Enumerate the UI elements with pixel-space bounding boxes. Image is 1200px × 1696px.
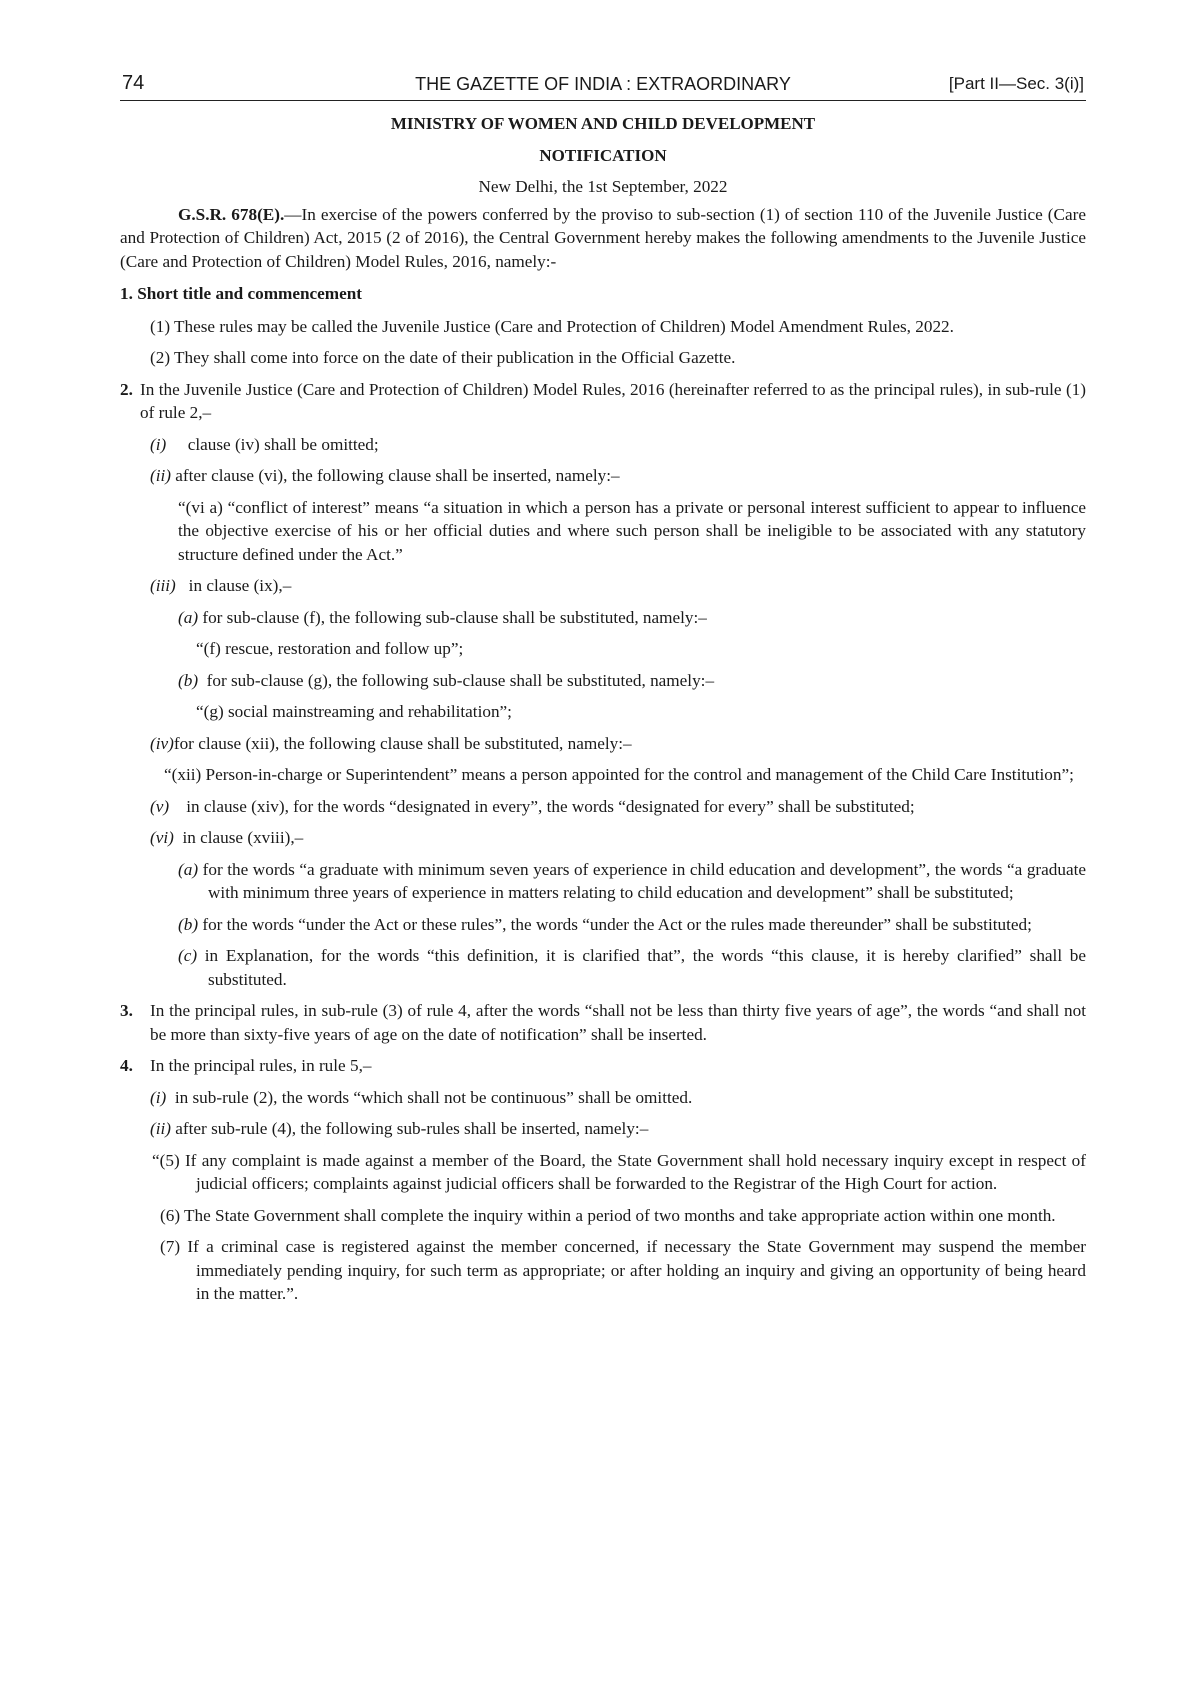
clause-label: (i) bbox=[150, 1087, 167, 1107]
rule1-heading: 1. Short title and commencement bbox=[120, 284, 363, 303]
gsr-number: G.S.R. 678(E). bbox=[178, 204, 285, 224]
page-number: 74 bbox=[122, 72, 145, 94]
rule3 bbox=[120, 999, 1086, 1046]
clause-text: for the words “a graduate with minimum seven years of experience in child education and development”, the words “a graduate with minimum three years of experience in matters relating to child education and development” shall be substituted; bbox=[202, 859, 1086, 902]
document-body bbox=[120, 112, 1086, 1306]
rule2-clause-vi bbox=[120, 826, 1086, 850]
clause-text: for sub-clause (f), the following sub-clause shall be substituted, namely:– bbox=[202, 607, 707, 627]
clause-text: clause (iv) shall be omitted; bbox=[187, 434, 379, 454]
clause-text: in clause (xiv), for the words “designated in every”, the words “designated for every” shall be substituted; bbox=[186, 796, 915, 816]
rule2-clause-iv bbox=[120, 732, 1086, 756]
rule4-intro-text: In the principal rules, in rule 5,– bbox=[150, 1056, 372, 1075]
rule3-text: In the principal rules, in sub-rule (3) of rule 4, after the words “shall not be less than thirty five years of age”, the words “and shall not be more than sixty-five years of age on the date of notification” shall be inserted. bbox=[150, 1001, 1086, 1044]
ministry-heading: MINISTRY OF WOMEN AND CHILD DEVELOPMENT bbox=[390, 114, 816, 133]
clause-item bbox=[178, 858, 1086, 905]
rule2-intro-text: In the Juvenile Justice (Care and Protection of Children) Model Rules, 2016 (hereinafter referred to as the principal rules), in sub-rule (1) of rule 2,– bbox=[140, 379, 1086, 422]
clause-label: (v) bbox=[150, 796, 170, 816]
clause-text: for clause (xii), the following clause shall be substituted, namely:– bbox=[173, 733, 632, 753]
clause-text: in Explanation, for the words “this definition, it is clarified that”, the words “this clause, it is hereby clarified” shall be substituted. bbox=[204, 946, 1087, 989]
clause-text: for the words “under the Act or these rules”, the words “under the Act or the rules made thereunder” shall be substituted; bbox=[202, 914, 1032, 934]
rule1-p1: (1) These rules may be called the Juvenile Justice (Care and Protection of Children) Model Amendment Rules, 2022. bbox=[150, 316, 954, 336]
clause-text: for sub-clause (g), the following sub-clause shall be substituted, namely:– bbox=[206, 670, 715, 690]
gazette-title: THE GAZETTE OF INDIA : EXTRAORDINARY bbox=[415, 74, 791, 94]
clause-text: after clause (vi), the following clause shall be inserted, namely:– bbox=[175, 466, 620, 485]
notification-heading: NOTIFICATION bbox=[539, 145, 667, 165]
rule4-subrule-5: “(5) If any complaint is made against a member of the Board, the State Government shall hold necessary inquiry except in respect of judicial officers; complaints against judicial officers shall be forwarded to the Registrar of the High Court for action. bbox=[152, 1150, 1086, 1193]
rule4-subrule-7: (7) If a criminal case is registered against the member concerned, if necessary the State Government may suspend the member immediately pending inquiry, for such term as appropriate; or after holding an inquiry and giving an opportunity of being heard in the matter.”. bbox=[160, 1237, 1086, 1303]
rule2-number: 2. bbox=[120, 379, 133, 399]
clause-label: (i) bbox=[150, 434, 167, 454]
clause-label: (c) bbox=[178, 946, 198, 965]
rule2-clause-iii-b-quote: “(g) social mainstreaming and rehabilitation”; bbox=[196, 702, 512, 721]
rule2-clause-iii-a bbox=[120, 606, 1086, 630]
clause-label: (a) bbox=[178, 859, 199, 879]
page-header bbox=[120, 72, 1086, 101]
clause-label: (b) bbox=[178, 914, 199, 934]
clause-text: in sub-rule (2), the words “which shall not be continuous” shall be omitted. bbox=[174, 1087, 693, 1107]
rule4-subrule-6: (6) The State Government shall complete the inquiry within a period of two months and take appropriate action within one month. bbox=[160, 1205, 1056, 1225]
clause-item bbox=[178, 944, 1086, 991]
rule2-clause-ii bbox=[120, 464, 1086, 488]
rule4-number: 4. bbox=[120, 1056, 133, 1075]
rule2-clause-iii-a-quote: “(f) rescue, restoration and follow up”; bbox=[196, 639, 464, 658]
clause-text: in clause (ix),– bbox=[188, 576, 292, 595]
rule2-clause-iv-quote: “(xii) Person-in-charge or Superintendent” means a person appointed for the control and management of the Child Care Institution”; bbox=[164, 765, 1074, 784]
clause-label: (ii) bbox=[150, 1119, 171, 1138]
rule2-clause-iii-b bbox=[120, 669, 1086, 693]
clause-label: (iii) bbox=[150, 576, 176, 595]
rule2-clause-i bbox=[120, 433, 1086, 457]
clause-label: (iv) bbox=[150, 733, 174, 753]
clause-text: in clause (xviii),– bbox=[182, 828, 304, 847]
rule4-clause-ii bbox=[120, 1117, 1086, 1141]
rule2-clause-vi-c bbox=[120, 944, 1086, 991]
clause-label: (ii) bbox=[150, 466, 171, 485]
clause-label: (a) bbox=[178, 607, 199, 627]
preamble bbox=[120, 203, 1086, 274]
dateline: New Delhi, the 1st September, 2022 bbox=[478, 177, 728, 196]
rule2-clause-iii bbox=[120, 574, 1086, 598]
clause-text: after sub-rule (4), the following sub-rules shall be inserted, namely:– bbox=[175, 1119, 649, 1138]
rule2-clause-v bbox=[120, 795, 1086, 819]
rule2-intro bbox=[120, 378, 1086, 425]
clause-label: (vi) bbox=[150, 828, 174, 847]
rule4-intro bbox=[120, 1054, 1086, 1078]
clause-item bbox=[178, 913, 1086, 937]
part-section: [Part II—Sec. 3(i)] bbox=[948, 74, 1084, 93]
rule2-clause-vi-b bbox=[120, 913, 1086, 937]
clause-label: (b) bbox=[178, 670, 199, 690]
rule2-clause-vi-a bbox=[120, 858, 1086, 905]
rule3-number: 3. bbox=[120, 1001, 133, 1020]
preamble-text: —In exercise of the powers conferred by the proviso to sub-section (1) of section 110 of the Juvenile Justice (Care and Protection of Children) Act, 2015 (2 of 2016), the Central Government hereby makes the following amendments to the Juvenile Justice (Care and Protection of Children) Model Rules, 2016, namely:- bbox=[120, 204, 1086, 271]
rule2-clause-ii-quote: “(vi a) “conflict of interest” means “a situation in which a person has a private or personal interest sufficient to appear to influence the objective exercise of his or her official duties and where such person shall be ineligible to be associated with any statutory structure defined under the Act.” bbox=[178, 497, 1086, 564]
rule1-p2: (2) They shall come into force on the date of their publication in the Official Gazette. bbox=[150, 348, 736, 367]
rule4-clause-i bbox=[120, 1086, 1086, 1110]
